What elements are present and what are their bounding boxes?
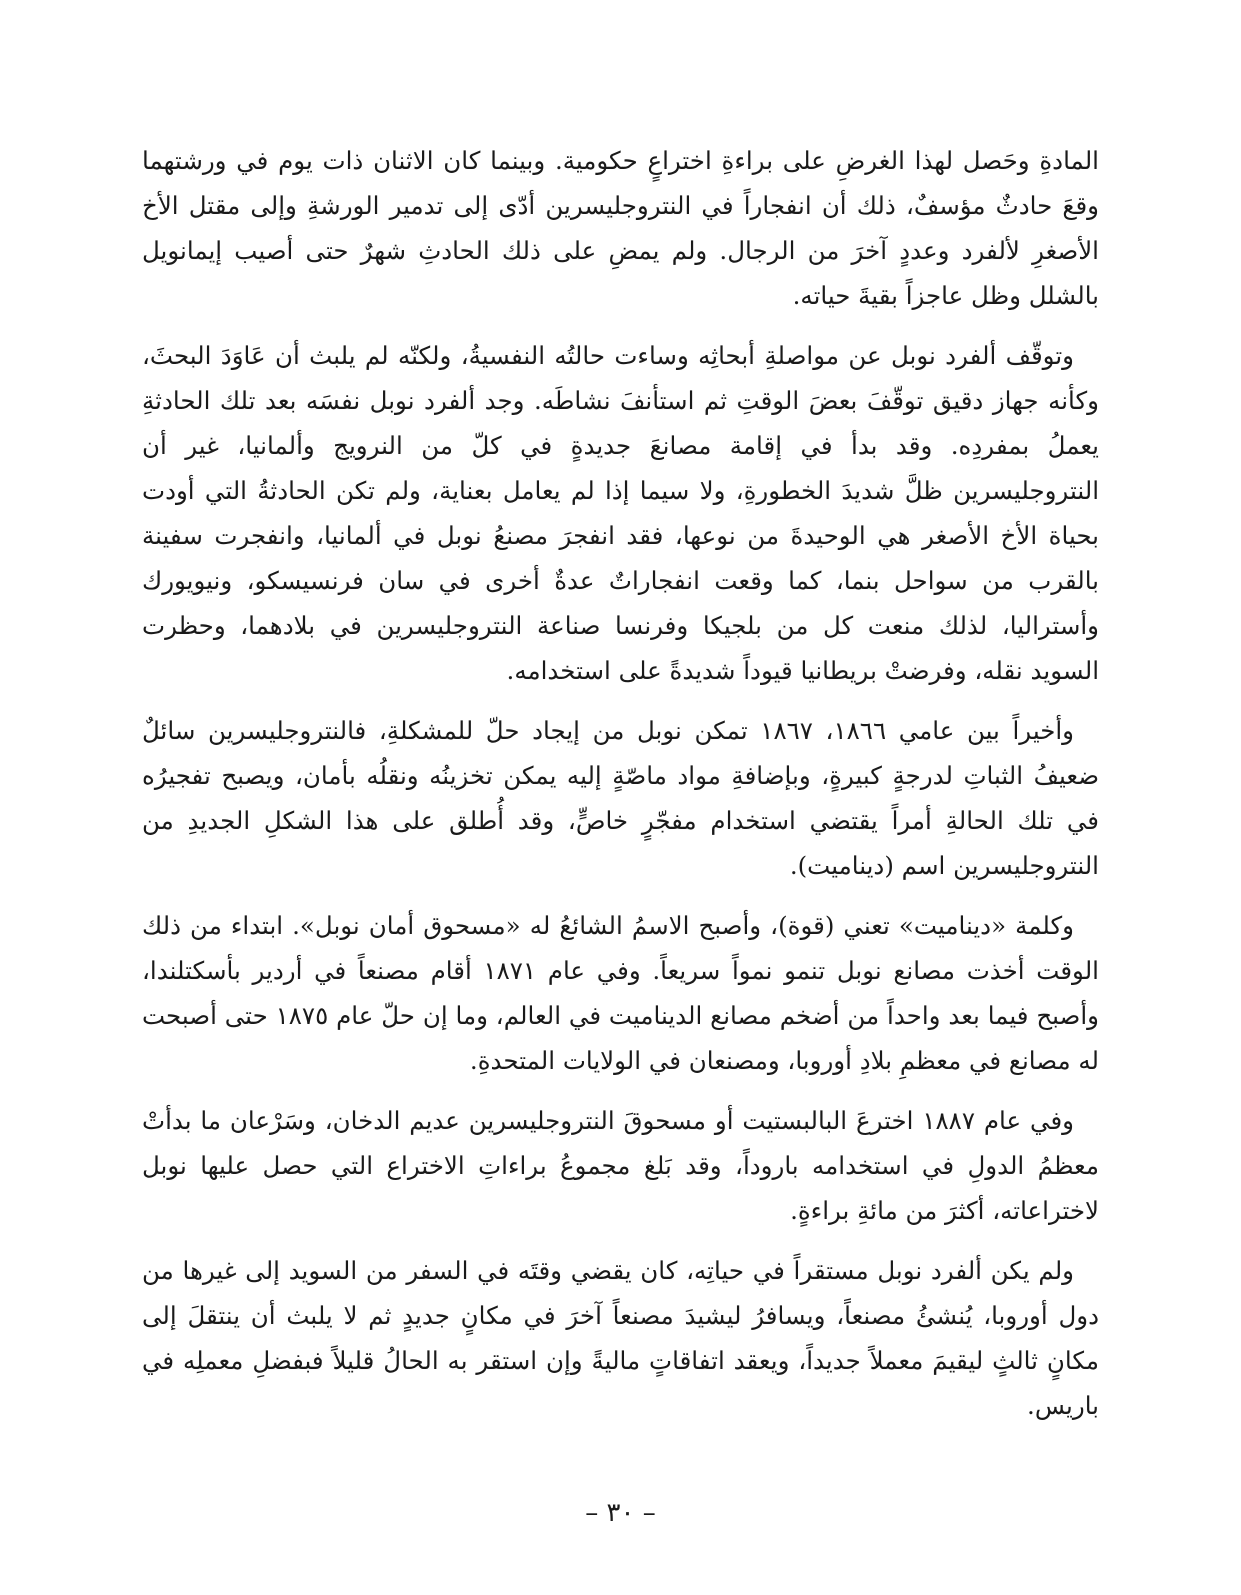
paragraph-2: وتوقّف ألفرد نوبل عن مواصلةِ أبحاثِه وساءت حالتُه النفسيةُ، ولكنّه لم يلبث أن عَاوَدَ البحثَ، وكأنه جهاز دقيق توقّفَ بعضَ الوقتِ ثم استأنفَ نشاطَه. وجد ألفرد نوبل نفسَه بعد تلك الحادثةِ يعملُ بمفردِه. وقد بدأ في إقامة مصانعَ جديدةٍ في كلّ من النرويج وألمانيا، غير أن النتروجليسرين ظلَّ شديدَ الخطورةِ، ولا سيما إذا لم يعامل بعناية، ولم تكن الحادثةُ التي أودت بحياة الأخ الأصغر هي الوحيدةَ من نوعها، فقد انفجرَ مصنعُ نوبل في ألمانيا، وانفجرت سفينة بالقرب من سواحل بنما، كما وقعت انفجاراتٌ عدةٌ أخرى في سان فرنسيسكو، ونيويورك وأستراليا، لذلك منعت كل من بلجيكا وفرنسا صناعة النتروجليسرين في بلادهما، وحظرت السويد نقله، وفرضتْ بريطانيا قيوداً شديدةً على استخدامه. — [142, 341, 1099, 685]
paragraph-5: وفي عام ١٨٨٧ اخترعَ البالبستيت أو مسحوقَ النتروجليسرين عديم الدخان، وسَرْعان ما بدأتْ معظمُ الدولِ في استخدامه باروداً، وقد بَلغ مجموعُ براءاتِ الاختراع التي حصل عليها نوبل لاختراعاته، أكثرَ من مائةِ براءةٍ. — [142, 1106, 1099, 1225]
paragraph-4: وكلمة «ديناميت» تعني (قوة)، وأصبح الاسمُ الشائعُ له «مسحوق أمان نوبل». ابتداء من ذلك الوقت أخذت مصانع نوبل تنمو نمواً سريعاً. وفي عام ١٨٧١ أقام مصنعاً في أردير بأسكتلندا، وأصبح فيما بعد واحداً من أضخم مصانع الديناميت في العالم، وما إن حلّ عام ١٨٧٥ حتى أصبحت له مصانع في معظمِ بلادِ أوروبا، ومصنعان في الولايات المتحدةِ. — [142, 911, 1099, 1075]
paragraph-3: وأخيراً بين عامي ١٨٦٦، ١٨٦٧ تمكن نوبل من إيجاد حلّ للمشكلةِ، فالنتروجليسرين سائلٌ ضعيفُ الثباتِ لدرجةٍ كبيرةٍ، وبإضافةِ مواد ماصّةٍ إليه يمكن تخزينُه ونقلُه بأمان، ويصبح تفجيرُه في تلك الحالةِ أمراً يقتضي استخدام مفجّرٍ خاصٍّ، وقد أُطلق على هذا الشكلِ الجديدِ من النتروجليسرين اسم (ديناميت). — [142, 716, 1099, 880]
paragraph-1: المادةِ وحَصل لهذا الغرضِ على براءةِ اختراعٍ حكومية. وبينما كان الاثنان ذات يوم في ورشتهما وقعَ حادثٌ مؤسفٌ، ذلك أن انفجاراً في النتروجليسرين أدّى إلى تدمير الورشةِ وإلى مقتل الأخ الأصغرِ لألفرد وعددٍ آخرَ من الرجال. ولم يمضِ على ذلك الحادثِ شهرٌ حتى أصيب إيمانويل بالشلل وظل عاجزاً بقيةَ حياته. — [142, 146, 1099, 310]
paragraph-6: ولم يكن ألفرد نوبل مستقراً في حياتِه، كان يقضي وقتَه في السفر من السويد إلى غيرها من دول أوروبا، يُنشئُ مصنعاً، ويسافرُ ليشيدَ مصنعاً آخرَ في مكانٍ جديدٍ ثم لا يلبث أن ينتقلَ إلى مكانٍ ثالثٍ ليقيمَ معملاً جديداً، ويعقد اتفاقاتٍ ماليةً وإن استقر به الحالُ قليلاً فبفضلِ معملِه في باريس. — [142, 1256, 1099, 1420]
page-number: – ٣٠ – — [585, 1498, 656, 1528]
page-body — [142, 138, 1099, 1443]
